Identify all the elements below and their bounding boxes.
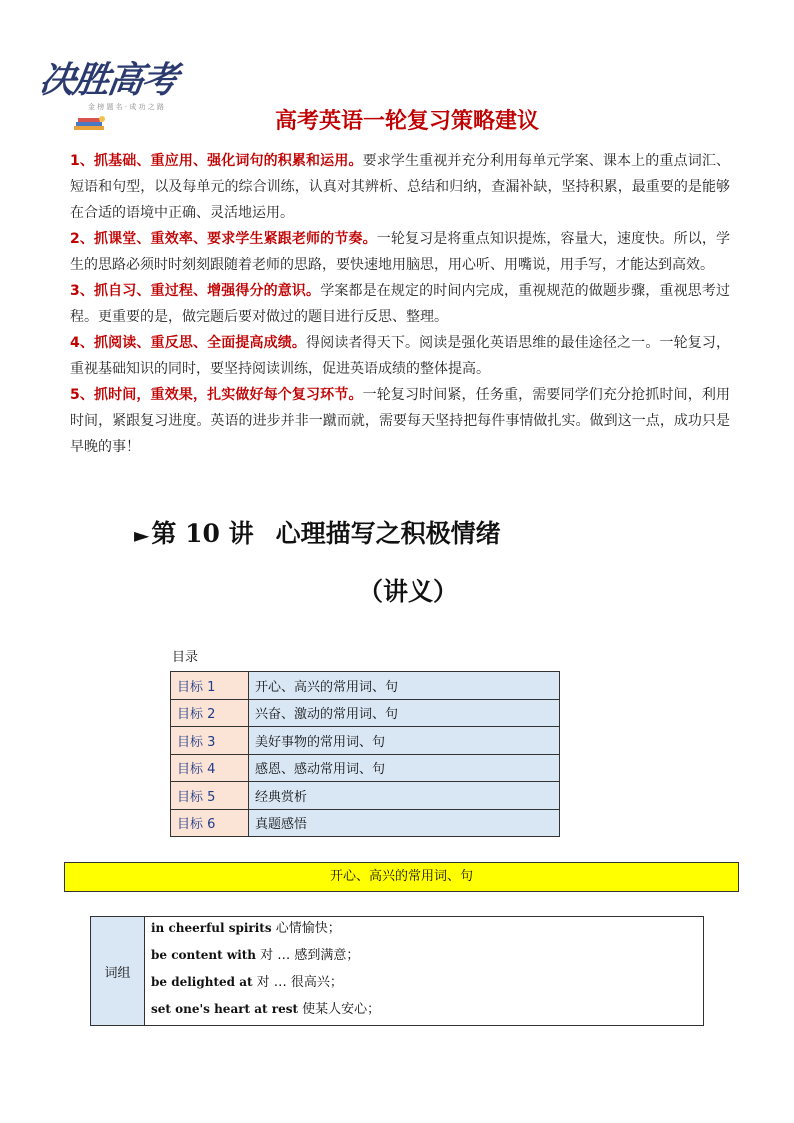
phrase-category-label: 词组 <box>91 917 145 1026</box>
toc-row <box>171 727 560 755</box>
advice-list <box>70 148 730 460</box>
toc-goal: 目标 5 <box>171 782 249 810</box>
lecture-title <box>134 514 501 550</box>
toc-desc: 兴奋、激动的常用词、句 <box>249 699 560 727</box>
phrase-en: be delighted at <box>151 975 253 989</box>
toc-table <box>170 671 560 837</box>
toc-goal: 目标 1 <box>171 672 249 700</box>
main-title: 高考英语一轮复习策略建议 <box>274 109 539 134</box>
phrase-zh: 心情愉快； <box>271 921 341 936</box>
phrase-item <box>151 971 697 998</box>
advice-highlight: 4、抓阅读、重反思、全面提高成绩。 <box>70 335 307 351</box>
toc-goal: 目标 3 <box>171 727 249 755</box>
phrase-item <box>151 944 697 971</box>
advice-highlight: 2、抓课堂、重效率、要求学生紧跟老师的节奏。 <box>70 231 377 247</box>
phrase-en: in cheerful spirits <box>151 921 272 935</box>
advice-text: 一轮复习是将重点知识提炼，容量大，速度快。所以，学生的思路必须时时刻刻跟随着老师的思路，要快速地用脑思，用心听、用嘴说，用手写，才能达到高效。 <box>70 231 730 273</box>
advice-item <box>70 226 730 278</box>
advice-text: 得阅读者得天下。阅读是强化英语思维的最佳途径之一。一轮复习，重视基础知识的同时，要坚持阅读训练，促进英语成绩的整体提高。 <box>70 335 731 377</box>
advice-item <box>70 148 730 226</box>
phrase-en: set one's heart at rest <box>151 1002 299 1016</box>
toc-desc: 开心、高兴的常用词、句 <box>249 672 560 700</box>
phrase-zh: 使某人安心； <box>298 1002 381 1017</box>
advice-item <box>70 278 730 330</box>
toc-label: 目录 <box>172 650 199 665</box>
toc-row <box>171 672 560 700</box>
toc-desc: 经典赏析 <box>249 782 560 810</box>
toc-row <box>171 754 560 782</box>
advice-text: 学案都是在规定的时间内完成，重视规范的做题步骤，重视思考过程。更重要的是，做完题后要对做过的题目进行反思、整理。 <box>70 283 730 325</box>
advice-highlight: 1、抓基础、重应用、强化词句的积累和运用。 <box>70 153 363 169</box>
phrase-list <box>145 917 704 1026</box>
section-banner: 开心、高兴的常用词、句 <box>64 862 739 892</box>
advice-text: 一轮复习时间紧，任务重，需要同学们充分抢抓时间，利用时间，紧跟复习进度。英语的进步并非一蹴而就，需要每天坚持把每件事情做扎实。做到这一点，成功只是早晚的事！ <box>70 387 730 455</box>
toc-desc: 真题感悟 <box>249 809 560 837</box>
phrase-item <box>151 998 697 1025</box>
toc-row <box>171 699 560 727</box>
advice-text: 要求学生重视并充分利用每单元学案、课本上的重点词汇、短语和句型，以及每单元的综合训练，认真对其辨析、总结和归纳，查漏补缺，坚持积累，最重要的是能够在合适的语境中正确、灵活地运用。 <box>70 153 730 221</box>
toc-desc: 感恩、感动常用词、句 <box>249 754 560 782</box>
toc-goal: 目标 6 <box>171 809 249 837</box>
triangle-marker-icon: ► <box>134 523 150 547</box>
phrase-en: be content with <box>151 948 257 962</box>
toc-row <box>171 782 560 810</box>
logo-subtext: 金 榜 题 名 · 成 功 之 路 <box>88 103 165 111</box>
lecture-topic: 心理描写之积极情绪 <box>275 519 501 548</box>
phrase-item <box>151 917 697 944</box>
lecture-subtitle: （讲义） <box>358 577 459 606</box>
advice-item <box>70 330 730 382</box>
toc-row <box>171 809 560 837</box>
lecture-number: 第 10 讲 <box>151 519 254 548</box>
phrase-zh: 对 … 很高兴； <box>252 975 343 990</box>
phrase-zh: 对 … 感到满意； <box>256 948 360 963</box>
advice-item <box>70 382 730 460</box>
toc-desc: 美好事物的常用词、句 <box>249 727 560 755</box>
logo-text: 决胜高考 <box>36 59 179 101</box>
toc-goal: 目标 2 <box>171 699 249 727</box>
phrase-table <box>90 916 704 1026</box>
advice-highlight: 3、抓自习、重过程、增强得分的意识。 <box>70 283 321 299</box>
toc-goal: 目标 4 <box>171 754 249 782</box>
advice-highlight: 5、抓时间，重效果，扎实做好每个复习环节。 <box>70 387 363 403</box>
